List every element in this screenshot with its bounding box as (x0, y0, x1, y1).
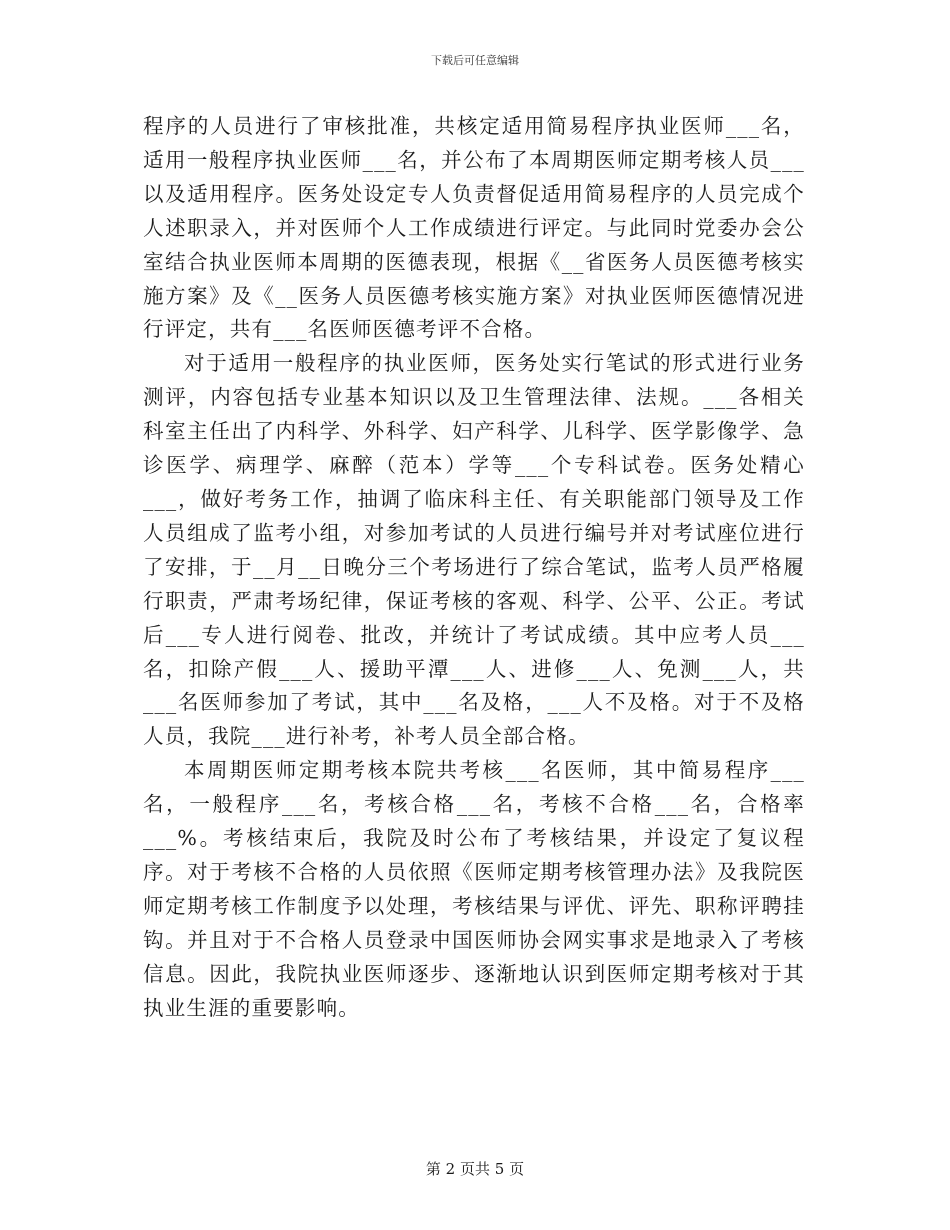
paragraph-3: 本周期医师定期考核本院共考核___名医师，其中简易程序___名，一般程序___名，考核合格___名，考核不合格___名，合格率___%。考核结束后，我院及时公布了考核结果，并设定了复议程序。对于考核不合格的人员依照《医师定期考核管理办法》及我院医师定期考核工作制度予以处理，考核结果与评优、评先、职称评聘挂钩。并且对于不合格人员登录中国医师协会网实事求是地录入了考核信息。因此，我院执业医师逐步、逐渐地认识到医师定期考核对于其执业生涯的重要影响。 (143, 758, 805, 1020)
page-footer: 第 2 页共 5 页 (425, 1160, 525, 1178)
paragraph-1: 程序的人员进行了审核批准，共核定适用简易程序执业医师___名，适用一般程序执业医师___名，并公布了本周期医师定期考核人员___以及适用程序。医务处设定专人负责督促适用简易程序的人员完成个人述职录入，并对医师个人工作成绩进行评定。与此同时党委办会公室结合执业医师本周期的医德表现，根据《__省医务人员医德考核实施方案》及《__医务人员医德考核实施方案》对执业医师医德情况进行评定，共有___名医师医德考评不合格。 (143, 114, 805, 342)
document-body (143, 110, 805, 1025)
paragraph-2: 对于适用一般程序的执业医师，医务处实行笔试的形式进行业务测评，内容包括专业基本知识以及卫生管理法律、法规。___各相关科室主任出了内科学、外科学、妇产科学、儿科学、医学影像学、急诊医学、病理学、麻醉（范本）学等___个专科试卷。医务处精心___，做好考务工作，抽调了临床科主任、有关职能部门领导及工作人员组成了监考小组，对参加考试的人员进行编号并对考试座位进行了安排，于__月__日晚分三个考场进行了综合笔试，监考人员严格履行职责，严肃考场纪律，保证考核的客观、科学、公平、公正。考试后___专人进行阅卷、批改，并统计了考试成绩。其中应考人员___名，扣除产假___人、援助平潭___人、进修___人、免测___人，共___名医师参加了考试，其中___名及格，___人不及格。对于不及格人员，我院___进行补考，补考人员全部合格。 (143, 351, 805, 749)
page-header: 下载后可任意编辑 (431, 54, 519, 67)
